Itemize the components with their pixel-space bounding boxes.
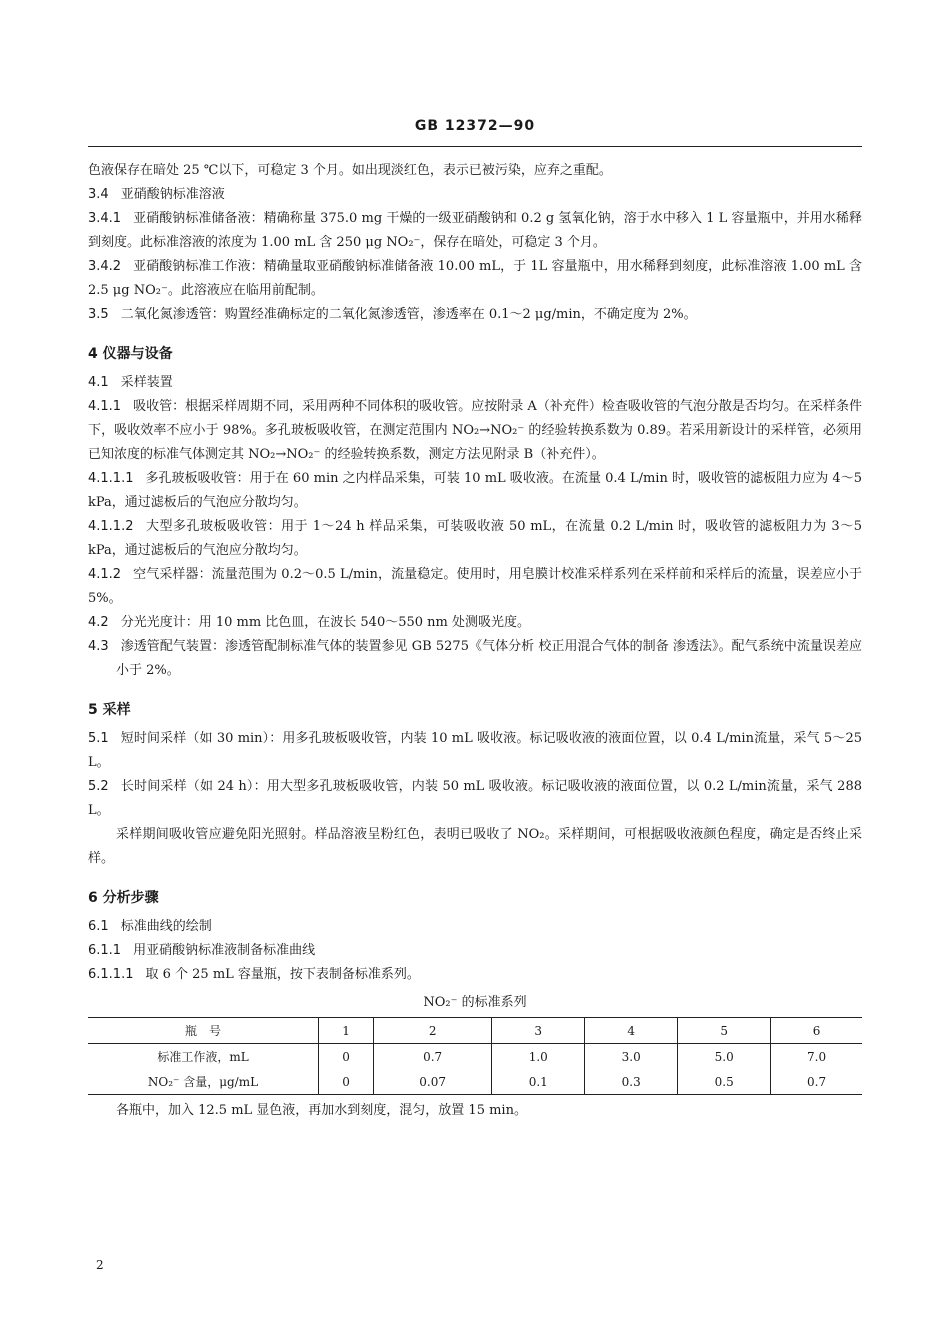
clause-4-3: 4.3 渗透管配气装置：渗透管配制标准气体的装置参见 GB 5275《气体分析 校正用混合气体的制备 渗透法》。配气系统中流量误差应小于 2%。 bbox=[88, 639, 862, 678]
clause-3-4-2: 3.4.2 亚硝酸钠标准工作液：精确量取亚硝酸钠标准储备液 10.00 mL，于 1L 容量瓶中，用水稀释到刻度，此标准溶液 1.00 mL 含 2.5 μg NO₂⁻。此溶液应在临用前配制。 bbox=[88, 259, 862, 298]
table-row bbox=[88, 1069, 862, 1095]
clause-6-1-1-1: 6.1.1.1 取 6 个 25 mL 容量瓶，按下表制备标准系列。 bbox=[88, 967, 420, 982]
clause-3-4-1: 3.4.1 亚硝酸钠标准储备液：精确称量 375.0 mg 干燥的一级亚硝酸钠和 0.2 g 氢氧化钠，溶于水中移入 1 L 容量瓶中，并用水稀释到刻度。此标准溶液的浓度为 1.00 mL 含 250 μg NO₂⁻，保存在暗处，可稳定 3 个月。 bbox=[88, 211, 862, 250]
paragraph-continued: 色液保存在暗处 25 ℃以下，可稳定 3 个月。如出现淡红色，表示已被污染，应弃之重配。 bbox=[88, 163, 612, 178]
table-cell: 标准工作液，mL bbox=[157, 1050, 249, 1064]
table-cell: 0.3 bbox=[585, 1069, 678, 1095]
after-table-paragraph: 各瓶中，加入 12.5 mL 显色液，再加水到刻度，混匀，放置 15 min。 bbox=[116, 1103, 527, 1118]
table-row bbox=[88, 1044, 862, 1070]
table-cell: 3.0 bbox=[585, 1044, 678, 1070]
table-header-cell: 3 bbox=[492, 1018, 585, 1044]
clause-4-1: 4.1 采样装置 bbox=[88, 375, 173, 390]
table-cell: NO₂⁻ 含量，μg/mL bbox=[147, 1075, 259, 1089]
standard-series-table bbox=[88, 1017, 862, 1095]
table-header-row bbox=[88, 1018, 862, 1044]
table-cell: 0.07 bbox=[374, 1069, 492, 1095]
clause-4-1-2: 4.1.2 空气采样器：流量范围为 0.2～0.5 L/min，流量稳定。使用时，用皂膜计校准采样系列在采样前和采样后的流量，误差应小于 5%。 bbox=[88, 567, 862, 606]
table-cell: 7.0 bbox=[771, 1044, 862, 1070]
clause-6-1: 6.1 标准曲线的绘制 bbox=[88, 919, 212, 934]
clause-5-2: 5.2 长时间采样（如 24 h）：用大型多孔玻板吸收管，内装 50 mL 吸收液。标记吸收液的液面位置，以 0.2 L/min流量，采气 288 L。 bbox=[88, 779, 862, 818]
table-cell: 0 bbox=[319, 1044, 374, 1070]
header-rule bbox=[88, 146, 862, 147]
table-cell: 0.5 bbox=[678, 1069, 771, 1095]
section-6-heading: 6 分析步骤 bbox=[88, 890, 159, 906]
clause-4-1-1-2: 4.1.1.2 大型多孔玻板吸收管：用于 1～24 h 样品采集，可装吸收液 50 mL，在流量 0.2 L/min 时，吸收管的滤板阻力为 3～5 kPa，通过滤板后的气泡应分散均匀。 bbox=[88, 519, 862, 558]
clause-4-1-1-1: 4.1.1.1 多孔玻板吸收管：用于在 60 min 之内样品采集，可装 10 mL 吸收液。在流量 0.4 L/min 时，吸收管的滤板阻力应为 4～5 kPa，通过滤板后的气泡应分散均匀。 bbox=[88, 471, 862, 510]
table-header-cell: 6 bbox=[771, 1018, 862, 1044]
table-header-cell: 瓶 号 bbox=[88, 1018, 319, 1044]
clause-4-1-1: 4.1.1 吸收管：根据采样周期不同，采用两种不同体积的吸收管。应按附录 A（补充件）检查吸收管的气泡分散是否均匀。在采样条件下，吸收效率不应小于 98%。多孔玻板吸收管，在测定范围内 NO₂→NO₂⁻ 的经验转换系数为 0.89。若采用新设计的采样管，必须用已知浓度的标准气体测定其 NO₂→NO₂⁻ 的经验转换系数，测定方法见附录 B（补充件）。 bbox=[88, 399, 862, 462]
standard-code-header: GB 12372—90 bbox=[414, 118, 536, 134]
table-caption: NO₂⁻ 的标准系列 bbox=[423, 995, 527, 1010]
clause-3-5: 3.5 二氧化氮渗透管：购置经准确标定的二氧化氮渗透管，渗透率在 0.1～2 μg/min，不确定度为 2%。 bbox=[88, 307, 697, 322]
clause-3-4: 3.4 亚硝酸钠标准溶液 bbox=[88, 187, 225, 202]
table-header-cell: 4 bbox=[585, 1018, 678, 1044]
table-header-cell: 2 bbox=[374, 1018, 492, 1044]
table-cell: 5.0 bbox=[678, 1044, 771, 1070]
table-header-cell: 5 bbox=[678, 1018, 771, 1044]
table-cell: 0.1 bbox=[492, 1069, 585, 1095]
section-4-heading: 4 仪器与设备 bbox=[88, 346, 173, 362]
sampling-note: 采样期间吸收管应避免阳光照射。样品溶液呈粉红色，表明已吸收了 NO₂。采样期间，可根据吸收液颜色程度，确定是否终止采样。 bbox=[88, 827, 862, 866]
table-cell: 1.0 bbox=[492, 1044, 585, 1070]
clause-4-2: 4.2 分光光度计：用 10 mm 比色皿，在波长 540～550 nm 处测吸光度。 bbox=[88, 615, 531, 630]
table-header-cell: 1 bbox=[319, 1018, 374, 1044]
document-body bbox=[88, 159, 862, 1123]
table-cell: 0.7 bbox=[771, 1069, 862, 1095]
page-number: 2 bbox=[96, 1258, 104, 1272]
clause-6-1-1: 6.1.1 用亚硝酸钠标准液制备标准曲线 bbox=[88, 943, 316, 958]
table-cell: 0 bbox=[319, 1069, 374, 1095]
clause-5-1: 5.1 短时间采样（如 30 min）：用多孔玻板吸收管，内装 10 mL 吸收液。标记吸收液的液面位置，以 0.4 L/min流量，采气 5～25 L。 bbox=[88, 731, 862, 770]
section-5-heading: 5 采样 bbox=[88, 702, 131, 718]
table-cell: 0.7 bbox=[374, 1044, 492, 1070]
